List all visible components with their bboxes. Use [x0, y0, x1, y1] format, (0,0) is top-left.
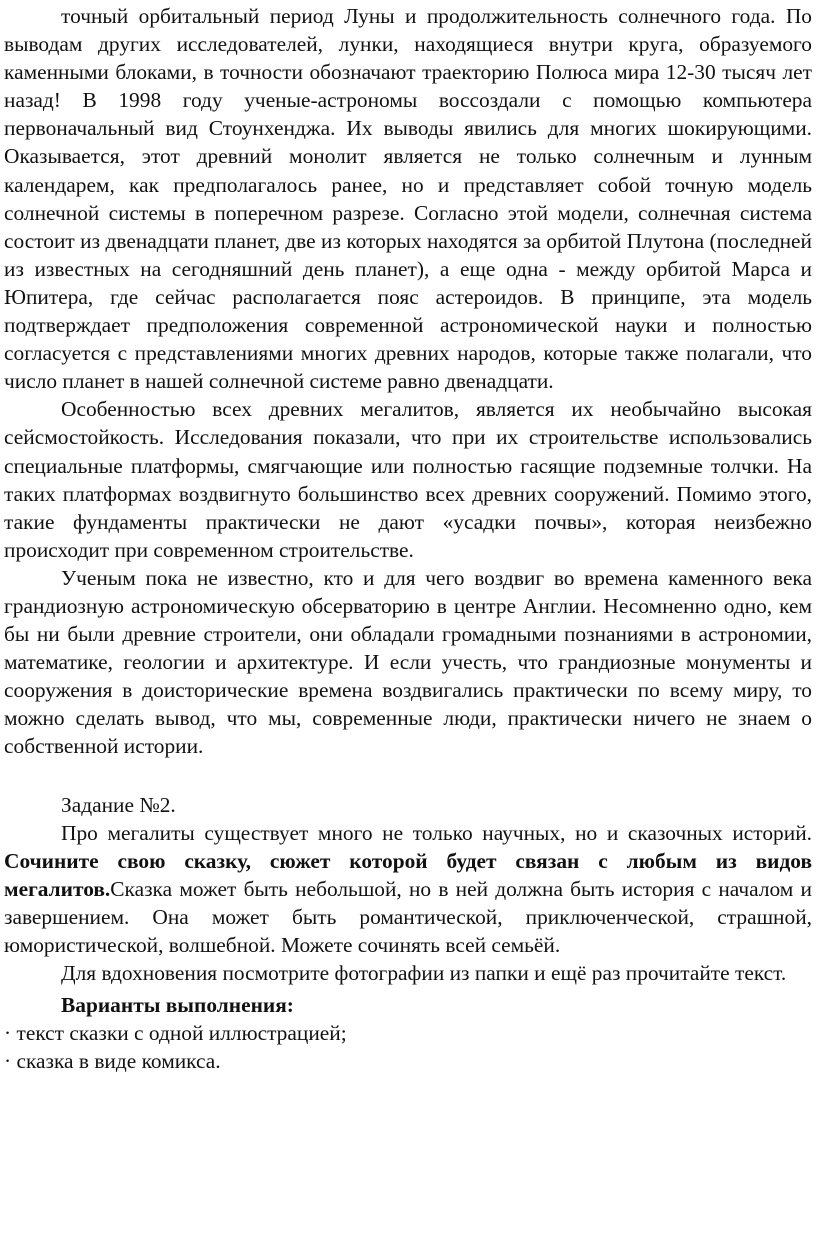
paragraph-conclusion: Ученым пока не известно, кто и для чего воздвиг во времена каменного века грандиозную астрономическую обсерваторию в центре Англии. Несомненно одно, кем бы ни были древние строители, они обладали громадными познаниями в астрономии, математике, геологии и архитектуре. И если учесть, что грандиозные монументы и сооружения в доисторические времена воздвигались практически по всему миру, то можно сделать вывод, что мы, современные люди, практически ничего не знаем о собственной истории. [4, 565, 812, 759]
task-title: Задание №2. [61, 792, 176, 817]
task-inspiration: Для вдохновения посмотрите фотографии из папки и ещё раз прочитайте текст. [61, 961, 787, 986]
variant-item: · текст сказки с одной иллюстрацией; [4, 1021, 347, 1046]
paragraph-stonehenge-model: точный орбитальный период Луны и продолжительность солнечного года. По выводам других исследователей, лунки, находящиеся внутри круга, образуемого каменными блоками, в точности обозначают траекторию Полюса мира 12-30 тысяч лет назад! В 1998 году ученые-астрономы воссоздали с помощью компьютера первоначальный вид Стоунхенджа. Их выводы явились для многих шокирующими. Оказывается, этот древний монолит является не только солнечным и лунным календарем, как предполагалось ранее, но и представляет собой точную модель солнечной системы в поперечном разрезе. Согласно этой модели, солнечная система состоит из двенадцати планет, две из которых находятся за орбитой Плутона (последней из известных на сегодняшний день планет), а еще одна - между орбитой Марса и Юпитера, где сейчас располагается пояс астероидов. В принципе, эта модель подтверждает предположения современной астрономической науки и полностью согласуется с представлениями многих древних народов, которые также полагали, что число планет в нашей солнечной системе равно двенадцати. [4, 4, 812, 394]
task-intro: Про мегалиты существует много не только научных, но и сказочных историй. [61, 820, 812, 845]
variants-title [4, 991, 812, 1019]
task-description [4, 819, 812, 959]
task-details: Сказка может быть небольшой, но в ней должна быть история с началом и завершением. Она может быть романтической, приключенческой, страшной, юмористической, волшебной. Можете сочинять всей семьёй. [4, 876, 812, 957]
task-bold-instruction: Сочините свою сказку, сюжет которой будет связан с любым из видов мегалитов. [4, 848, 812, 901]
variants-title-text: Варианты выполнения: [61, 993, 294, 1018]
paragraph-seismic-resistance: Особенностью всех древних мегалитов, является их необычайно высокая сейсмостойкость. Исследования показали, что при их строительстве использовались специальные платформы, смягчающие или полностью гасящие подземные толчки. На таких платформах воздвигнуто большинство всех древних сооружений. Помимо этого, такие фундаменты практически не дают «усадки почвы», которая неизбежно происходит при современном строительстве. [4, 397, 812, 562]
variant-item: · сказка в виде комикса. [4, 1049, 221, 1074]
